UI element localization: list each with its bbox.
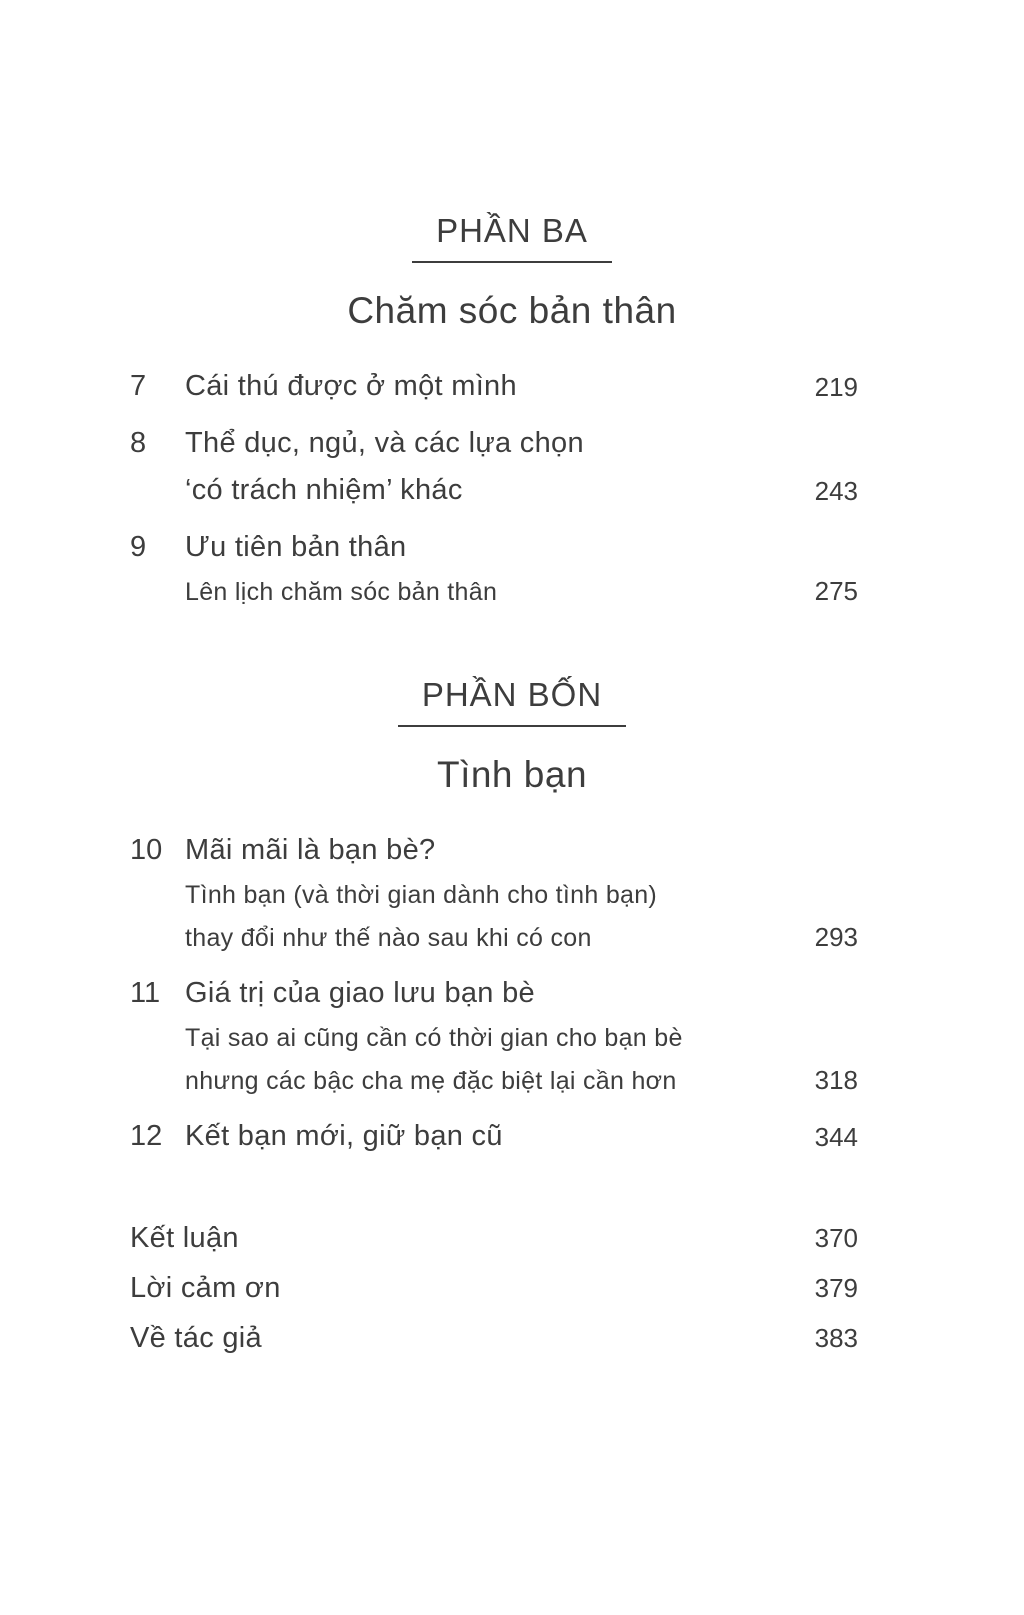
- chapter-text: [185, 420, 815, 514]
- section-header: [0, 676, 1024, 796]
- toc-entry: [130, 363, 858, 410]
- chapter-number: 7: [130, 370, 147, 402]
- page-number: 344: [814, 1122, 858, 1152]
- chapter-number: 9: [130, 531, 147, 563]
- page-number: 370: [814, 1223, 858, 1253]
- chapter-subtitle-line: nhưng các bậc cha mẹ đặc biệt lại cần hơn: [185, 1067, 677, 1095]
- backmatter-title: Kết luận: [130, 1222, 239, 1254]
- back-matter: [130, 1213, 858, 1363]
- page-number: 293: [814, 922, 858, 952]
- backmatter-row: [130, 1263, 858, 1313]
- part-label: PHẦN BA: [412, 212, 612, 263]
- page-number: 219: [814, 372, 858, 402]
- page-number: 243: [814, 476, 858, 506]
- chapter-title-line: Thể dục, ngủ, và các lựa chọn: [185, 427, 584, 459]
- chapter-text: [185, 524, 815, 614]
- backmatter-title: Lời cảm ơn: [130, 1272, 281, 1304]
- chapter-title-line: Kết bạn mới, giữ bạn cũ: [185, 1120, 503, 1152]
- page-number: 379: [814, 1273, 858, 1303]
- chapter-text: [185, 827, 815, 960]
- page-number: 275: [814, 576, 858, 606]
- chapter-list: [130, 363, 858, 614]
- toc-entry: [130, 420, 858, 514]
- chapter-number: 12: [130, 1120, 163, 1152]
- toc-entry: [130, 970, 858, 1103]
- page-number: 383: [814, 1323, 858, 1353]
- chapter-title-line: Ưu tiên bản thân: [185, 531, 407, 563]
- chapter-number: 11: [130, 977, 161, 1009]
- chapter-subtitle-line: Lên lịch chăm sóc bản thân: [185, 578, 498, 606]
- section-header: [0, 212, 1024, 332]
- backmatter-row: [130, 1313, 858, 1363]
- toc-section-part-four: [130, 676, 858, 1160]
- chapter-subtitle-line: Tình bạn (và thời gian dành cho tình bạn): [185, 881, 658, 909]
- chapter-text: [185, 970, 815, 1103]
- chapter-title-line: Mãi mãi là bạn bè?: [185, 834, 436, 866]
- part-label: PHẦN BỐN: [398, 676, 626, 727]
- chapter-title-line: ‘có trách nhiệm’ khác: [185, 474, 463, 506]
- chapter-number: 8: [130, 427, 147, 459]
- toc-entry: [130, 1113, 858, 1160]
- page-number: 318: [814, 1065, 858, 1095]
- chapter-title-line: Cái thú được ở một mình: [185, 370, 517, 402]
- part-title: Chăm sóc bản thân: [347, 290, 677, 331]
- chapter-text: [185, 363, 815, 410]
- backmatter-title: Về tác giả: [130, 1322, 262, 1354]
- chapter-text: [185, 1113, 815, 1160]
- toc-section-part-three: [130, 212, 858, 614]
- chapter-title-line: Giá trị của giao lưu bạn bè: [185, 977, 535, 1009]
- toc-entry: [130, 827, 858, 960]
- chapter-subtitle-line: thay đổi như thế nào sau khi có con: [185, 924, 592, 952]
- chapter-number: 10: [130, 834, 163, 866]
- chapter-subtitle-line: Tại sao ai cũng cần có thời gian cho bạn bè: [185, 1024, 683, 1052]
- part-title: Tình bạn: [436, 754, 588, 795]
- backmatter-row: [130, 1213, 858, 1263]
- toc-entry: [130, 524, 858, 614]
- chapter-list: [130, 827, 858, 1160]
